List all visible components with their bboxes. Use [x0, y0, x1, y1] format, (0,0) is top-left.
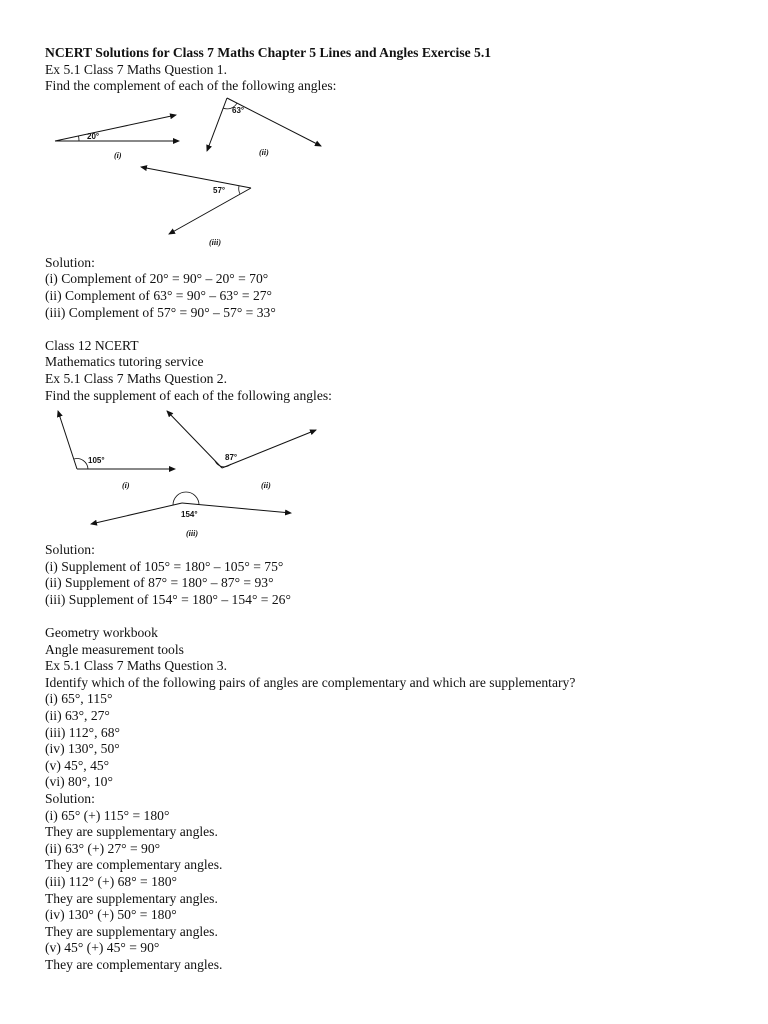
q3-solution-line: They are supplementary angles. — [45, 923, 218, 939]
page-title: NCERT Solutions for Class 7 Maths Chapter 5 Lines and Angles Exercise 5.1 — [45, 45, 492, 60]
q1-angle-iii-label: 57° — [213, 185, 226, 195]
document-page — [45, 45, 745, 974]
q3-pair: (iii) 112°, 68° — [45, 724, 120, 740]
q1-angle-i — [55, 115, 179, 160]
q2-angle-ii — [167, 411, 316, 490]
related-link[interactable]: Geometry workbook — [45, 625, 158, 641]
q1-caption-ii: (ii) — [259, 147, 269, 157]
q2-solution-line: (ii) Supplement of 87° = 180° – 87° = 93° — [45, 575, 274, 591]
q1-angle-figure — [51, 95, 351, 255]
related-link[interactable]: Angle measurement tools — [45, 641, 184, 657]
q2-caption-ii: (ii) — [261, 481, 271, 491]
q1-caption-iii: (iii) — [209, 237, 221, 247]
q1-angle-iii — [141, 167, 251, 247]
q3-pair: (iv) 130°, 50° — [45, 741, 120, 757]
q3-solution-line: (v) 45° (+) 45° = 90° — [45, 940, 160, 956]
q2-heading: Ex 5.1 Class 7 Maths Question 2. — [45, 370, 228, 386]
q3-solution-line: (iii) 112° (+) 68° = 180° — [45, 874, 177, 889]
q3-solution-label: Solution: — [45, 791, 95, 807]
related-link[interactable]: Class 12 NCERT — [45, 337, 139, 353]
q1-angle-i-label: 20° — [87, 131, 100, 141]
q1-solution-line: (iii) Complement of 57° = 90° – 57° = 33° — [45, 304, 276, 320]
q2-caption-iii: (iii) — [186, 529, 198, 539]
q2-prompt: Find the supplement of each of the following angles: — [45, 387, 332, 403]
q2-angle-i-label: 105° — [88, 456, 105, 466]
q2-angle-iii — [91, 492, 291, 538]
q1-caption-i: (i) — [114, 150, 122, 160]
q2-angle-figure — [53, 404, 353, 542]
q3-pair: (ii) 63°, 27° — [45, 708, 110, 724]
q3-heading: Ex 5.1 Class 7 Maths Question 3. — [45, 658, 228, 674]
q3-solution-line: They are supplementary angles. — [45, 890, 218, 906]
q3-prompt: Identify which of the following pairs of angles are complementary and which are supplementary? — [45, 674, 576, 690]
q1-prompt: Find the complement of each of the following angles: — [45, 78, 337, 94]
q3-solution-line: (ii) 63° (+) 27° = 90° — [45, 840, 161, 856]
q3-pair: (v) 45°, 45° — [45, 757, 110, 773]
q2-angle-iii-label: 154° — [181, 510, 198, 520]
q3-solution-line: (iv) 130° (+) 50° = 180° — [45, 907, 177, 923]
q3-pair: (i) 65°, 115° — [45, 691, 113, 707]
q1-solution-line: (ii) Complement of 63° = 90° – 63° = 27° — [45, 287, 272, 303]
q1-angle-ii-label: 63° — [232, 105, 245, 115]
q1-solution-line: (i) Complement of 20° = 90° – 20° = 70° — [45, 271, 269, 287]
q1-angle-ii — [207, 98, 321, 157]
q3-solution-line: (i) 65° (+) 115° = 180° — [45, 807, 170, 823]
q3-pair: (vi) 80°, 10° — [45, 774, 113, 790]
related-link[interactable]: Mathematics tutoring service — [45, 354, 204, 370]
q3-solution-line: They are complementary angles. — [45, 857, 223, 873]
q2-angle-ii-label: 87° — [225, 453, 238, 463]
q2-solution-line: (i) Supplement of 105° = 180° – 105° = 75° — [45, 558, 284, 574]
q2-angle-i — [58, 411, 175, 490]
q1-solution-label: Solution: — [45, 254, 95, 270]
q1-heading: Ex 5.1 Class 7 Maths Question 1. — [45, 61, 228, 77]
q2-caption-i: (i) — [122, 481, 130, 491]
q2-solution-label: Solution: — [45, 542, 95, 558]
q2-solution-line: (iii) Supplement of 154° = 180° – 154° = 26° — [45, 591, 291, 607]
q3-solution-line: They are supplementary angles. — [45, 824, 218, 840]
q3-solution-line: They are complementary angles. — [45, 956, 223, 972]
